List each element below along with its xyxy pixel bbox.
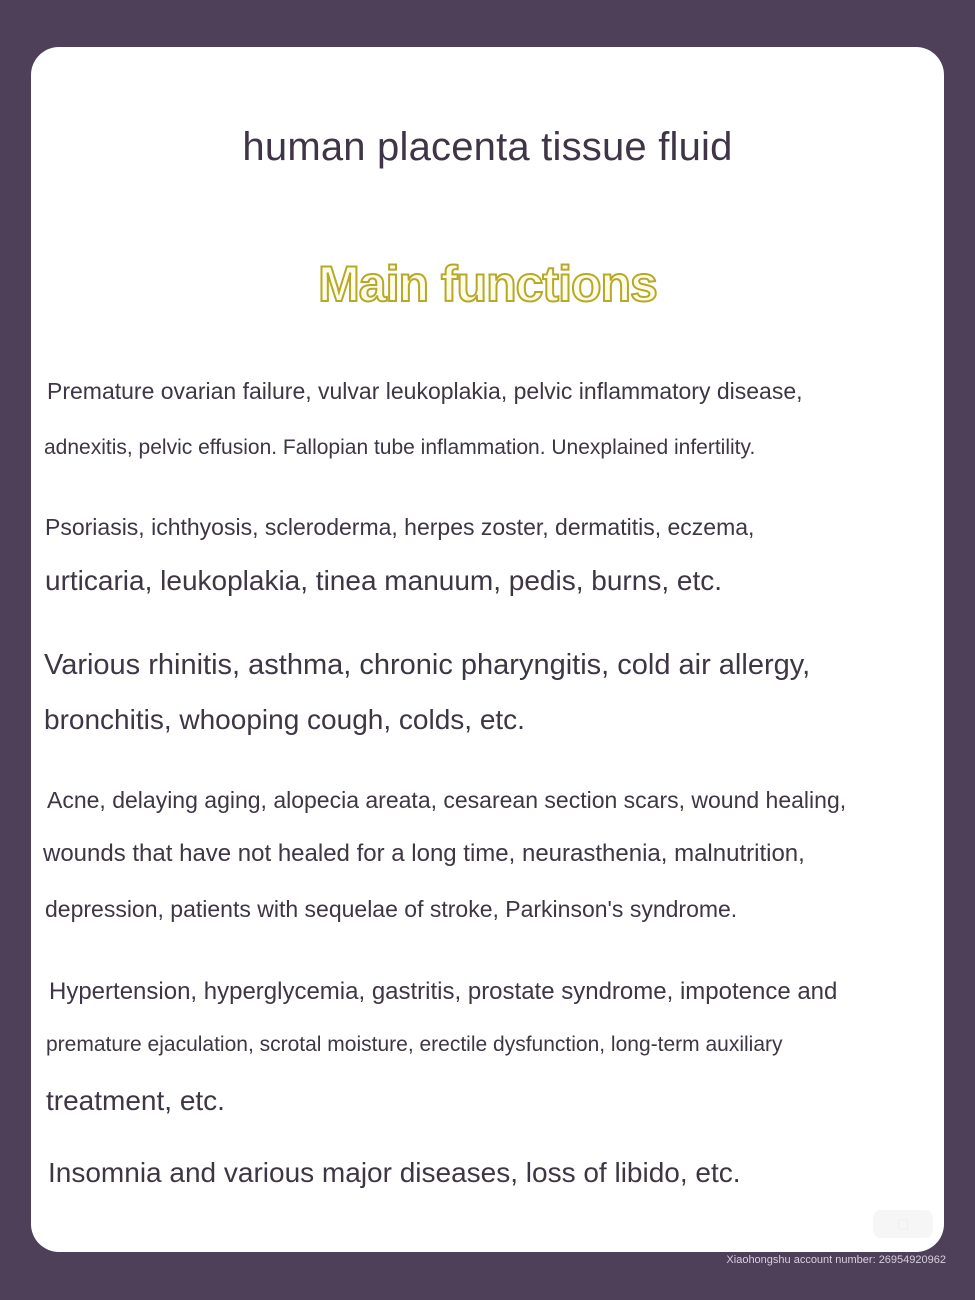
- account-watermark: Xiaohongshu account number: 26954920962: [726, 1254, 946, 1266]
- paragraph-2-line-2: urticaria, leukoplakia, tinea manuum, pedis, burns, etc.: [45, 565, 723, 596]
- paragraph-1-line-2: adnexitis, pelvic effusion. Fallopian tube inflammation. Unexplained infertility.: [44, 436, 756, 459]
- paragraph-4-line-2: wounds that have not healed for a long time, neurasthenia, malnutrition,: [43, 840, 805, 867]
- paragraph-3-line-2: bronchitis, whooping cough, colds, etc.: [44, 704, 525, 735]
- content-card: [31, 47, 944, 1252]
- paragraph-4-line-1: Acne, delaying aging, alopecia areata, cesarean section scars, wound healing,: [47, 787, 847, 813]
- section-heading: Main functions: [318, 256, 657, 312]
- app-logo-watermark-icon: ▢: [873, 1210, 933, 1238]
- paragraph-5-line-3: treatment, etc.: [46, 1085, 225, 1116]
- paragraph-5-line-1: Hypertension, hyperglycemia, gastritis, prostate syndrome, impotence and: [49, 978, 838, 1005]
- paragraph-1-line-1: Premature ovarian failure, vulvar leukoplakia, pelvic inflammatory disease,: [47, 378, 803, 404]
- paragraph-2-line-1: Psoriasis, ichthyosis, scleroderma, herpes zoster, dermatitis, eczema,: [45, 514, 755, 540]
- page-title: human placenta tissue fluid: [242, 125, 733, 169]
- paragraph-3-line-1: Various rhinitis, asthma, chronic pharyngitis, cold air allergy,: [44, 649, 811, 681]
- paragraph-4-line-3: depression, patients with sequelae of stroke, Parkinson's syndrome.: [45, 896, 738, 922]
- paragraph-5-line-2: premature ejaculation, scrotal moisture, erectile dysfunction, long-term auxiliary: [46, 1033, 783, 1056]
- paragraph-6-line-1: Insomnia and various major diseases, loss of libido, etc.: [48, 1157, 741, 1188]
